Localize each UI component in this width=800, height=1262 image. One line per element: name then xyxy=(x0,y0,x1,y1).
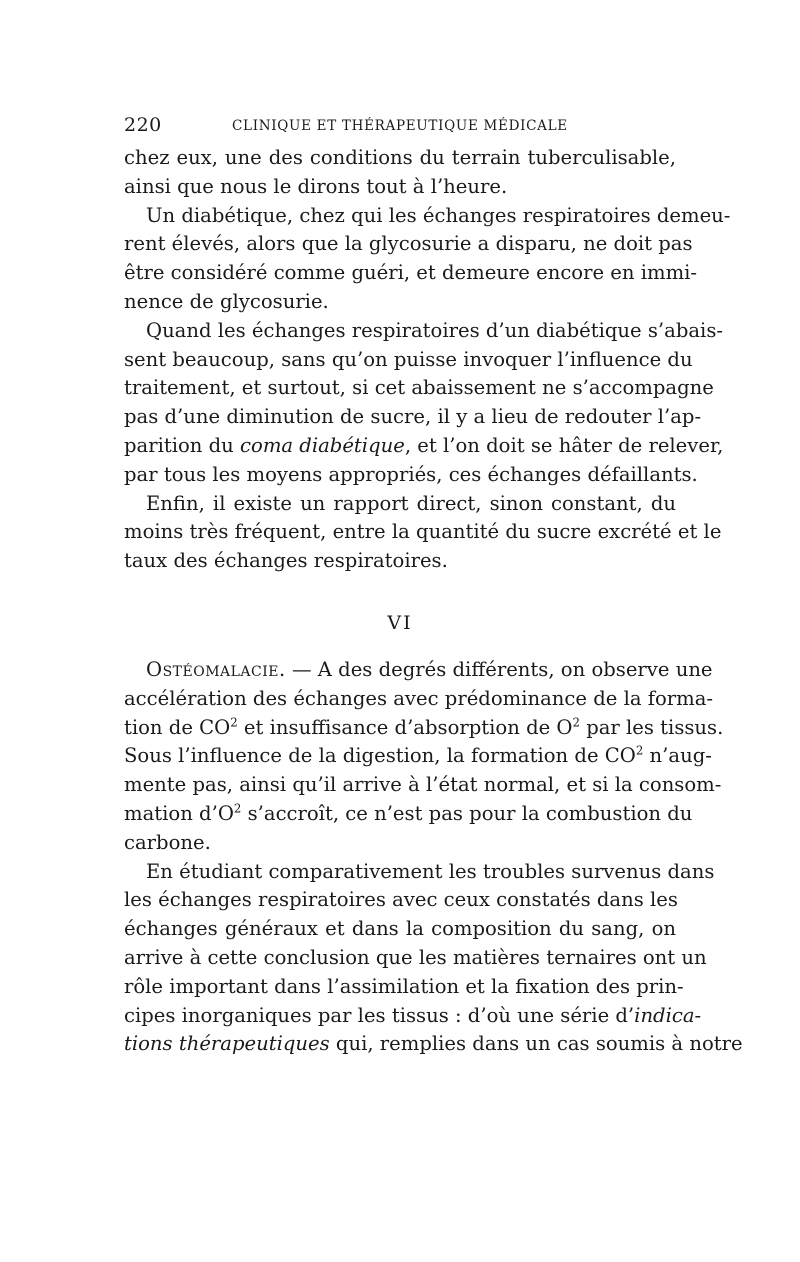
page-number: 220 xyxy=(124,114,162,136)
section-number: VI xyxy=(387,611,413,634)
text-segment: par les tissus. xyxy=(579,715,724,739)
running-title: CLINIQUE ET THÉRAPEUTIQUE MÉDICALE xyxy=(232,118,568,134)
text-line xyxy=(124,742,712,771)
paragraph-osteomalacia xyxy=(124,656,724,858)
text-line: ainsi que nous le dirons tout à l’heure. xyxy=(124,174,508,198)
section-title: Ostéomalacie. xyxy=(146,657,286,681)
text-line: Un diabétique, chez qui les échanges respiratoires demeu- xyxy=(146,203,731,227)
text-line: être considéré comme guéri, et demeure encore en immi- xyxy=(124,261,698,285)
book-page xyxy=(124,114,743,1059)
text-line: sent beaucoup, sans qu’on puisse invoquer l’influence du xyxy=(124,347,693,371)
text-line: taux des échanges respiratoires. xyxy=(124,549,448,573)
text-line: En étudiant comparativement les troubles survenus dans xyxy=(146,859,715,883)
text-line: par tous les moyens appropriés, ces échanges défaillants. xyxy=(124,462,698,486)
text-segment: , et l’on doit se hâter de relever, xyxy=(404,433,724,457)
text-line: arrive à cette conclusion que les matières ternaires ont un xyxy=(124,945,707,969)
italic-term: tions thérapeutiques xyxy=(124,1032,330,1056)
superscript: 2 xyxy=(233,801,242,816)
text-segment: n’aug- xyxy=(643,744,712,768)
text-line: accélération des échanges avec prédominance de la forma- xyxy=(124,686,714,710)
text-line: Quand les échanges respiratoires d’un diabétique s’abais- xyxy=(146,318,723,342)
text-line xyxy=(124,656,713,685)
italic-term: coma diabétique xyxy=(240,433,405,457)
text-line: échanges généraux et dans la composition du sang, on xyxy=(124,917,676,941)
paragraph-comparative-study xyxy=(124,858,743,1060)
text-line: rôle important dans l’assimilation et la fixation des prin- xyxy=(124,974,684,998)
text-segment: qui, remplies dans un cas soumis à notre xyxy=(329,1032,743,1056)
text-line xyxy=(124,1030,743,1059)
text-segment: cipes inorganiques par les tissus : d’où une série d’ xyxy=(124,1003,635,1027)
text-line: mente pas, ainsi qu’il arrive à l’état normal, et si la consom- xyxy=(124,773,722,797)
text-line: chez eux, une des conditions du terrain tuberculisable, xyxy=(124,146,676,169)
italic-term: indica- xyxy=(634,1003,702,1027)
text-line: Enfin, il existe un rapport direct, sinon constant, du xyxy=(146,491,676,515)
text-segment: mation d’O xyxy=(124,801,234,825)
text-segment: — A des degrés différents, on observe une xyxy=(285,657,713,681)
text-segment: Sous l’influence de la digestion, la formation de CO xyxy=(124,744,636,768)
superscript: 2 xyxy=(572,715,580,730)
text-line: les échanges respiratoires avec ceux constatés dans les xyxy=(124,888,678,912)
superscript: 2 xyxy=(230,715,238,730)
paragraph-respiratory-exchanges xyxy=(124,317,724,490)
paragraph-diabetic-glycosuria xyxy=(124,202,731,317)
text-line xyxy=(124,714,724,743)
text-line: traitement, et surtout, si cet abaissement ne s’accompagne xyxy=(124,376,714,400)
text-line: moins très fréquent, entre la quantité du sucre excrété et le xyxy=(124,520,722,544)
paragraph-continuation xyxy=(124,144,676,202)
text-segment: parition du xyxy=(124,433,241,457)
superscript: 2 xyxy=(635,743,644,758)
text-segment: et insuffisance d’absorption de O xyxy=(237,715,573,739)
text-line xyxy=(124,432,724,461)
running-header xyxy=(124,114,676,144)
text-line: rent élevés, alors que la glycosurie a disparu, ne doit pas xyxy=(124,232,693,256)
text-line xyxy=(124,800,693,829)
paragraph-sugar-relation xyxy=(124,490,722,576)
text-line: carbone. xyxy=(124,830,211,854)
text-line: pas d’une diminution de sucre, il y a lieu de redouter l’ap- xyxy=(124,405,702,429)
text-segment: tion de CO xyxy=(124,715,231,739)
text-line xyxy=(124,1002,702,1031)
text-segment: s’accroît, ce n’est pas pour la combustion du xyxy=(241,801,693,825)
text-line: nence de glycosurie. xyxy=(124,289,329,313)
